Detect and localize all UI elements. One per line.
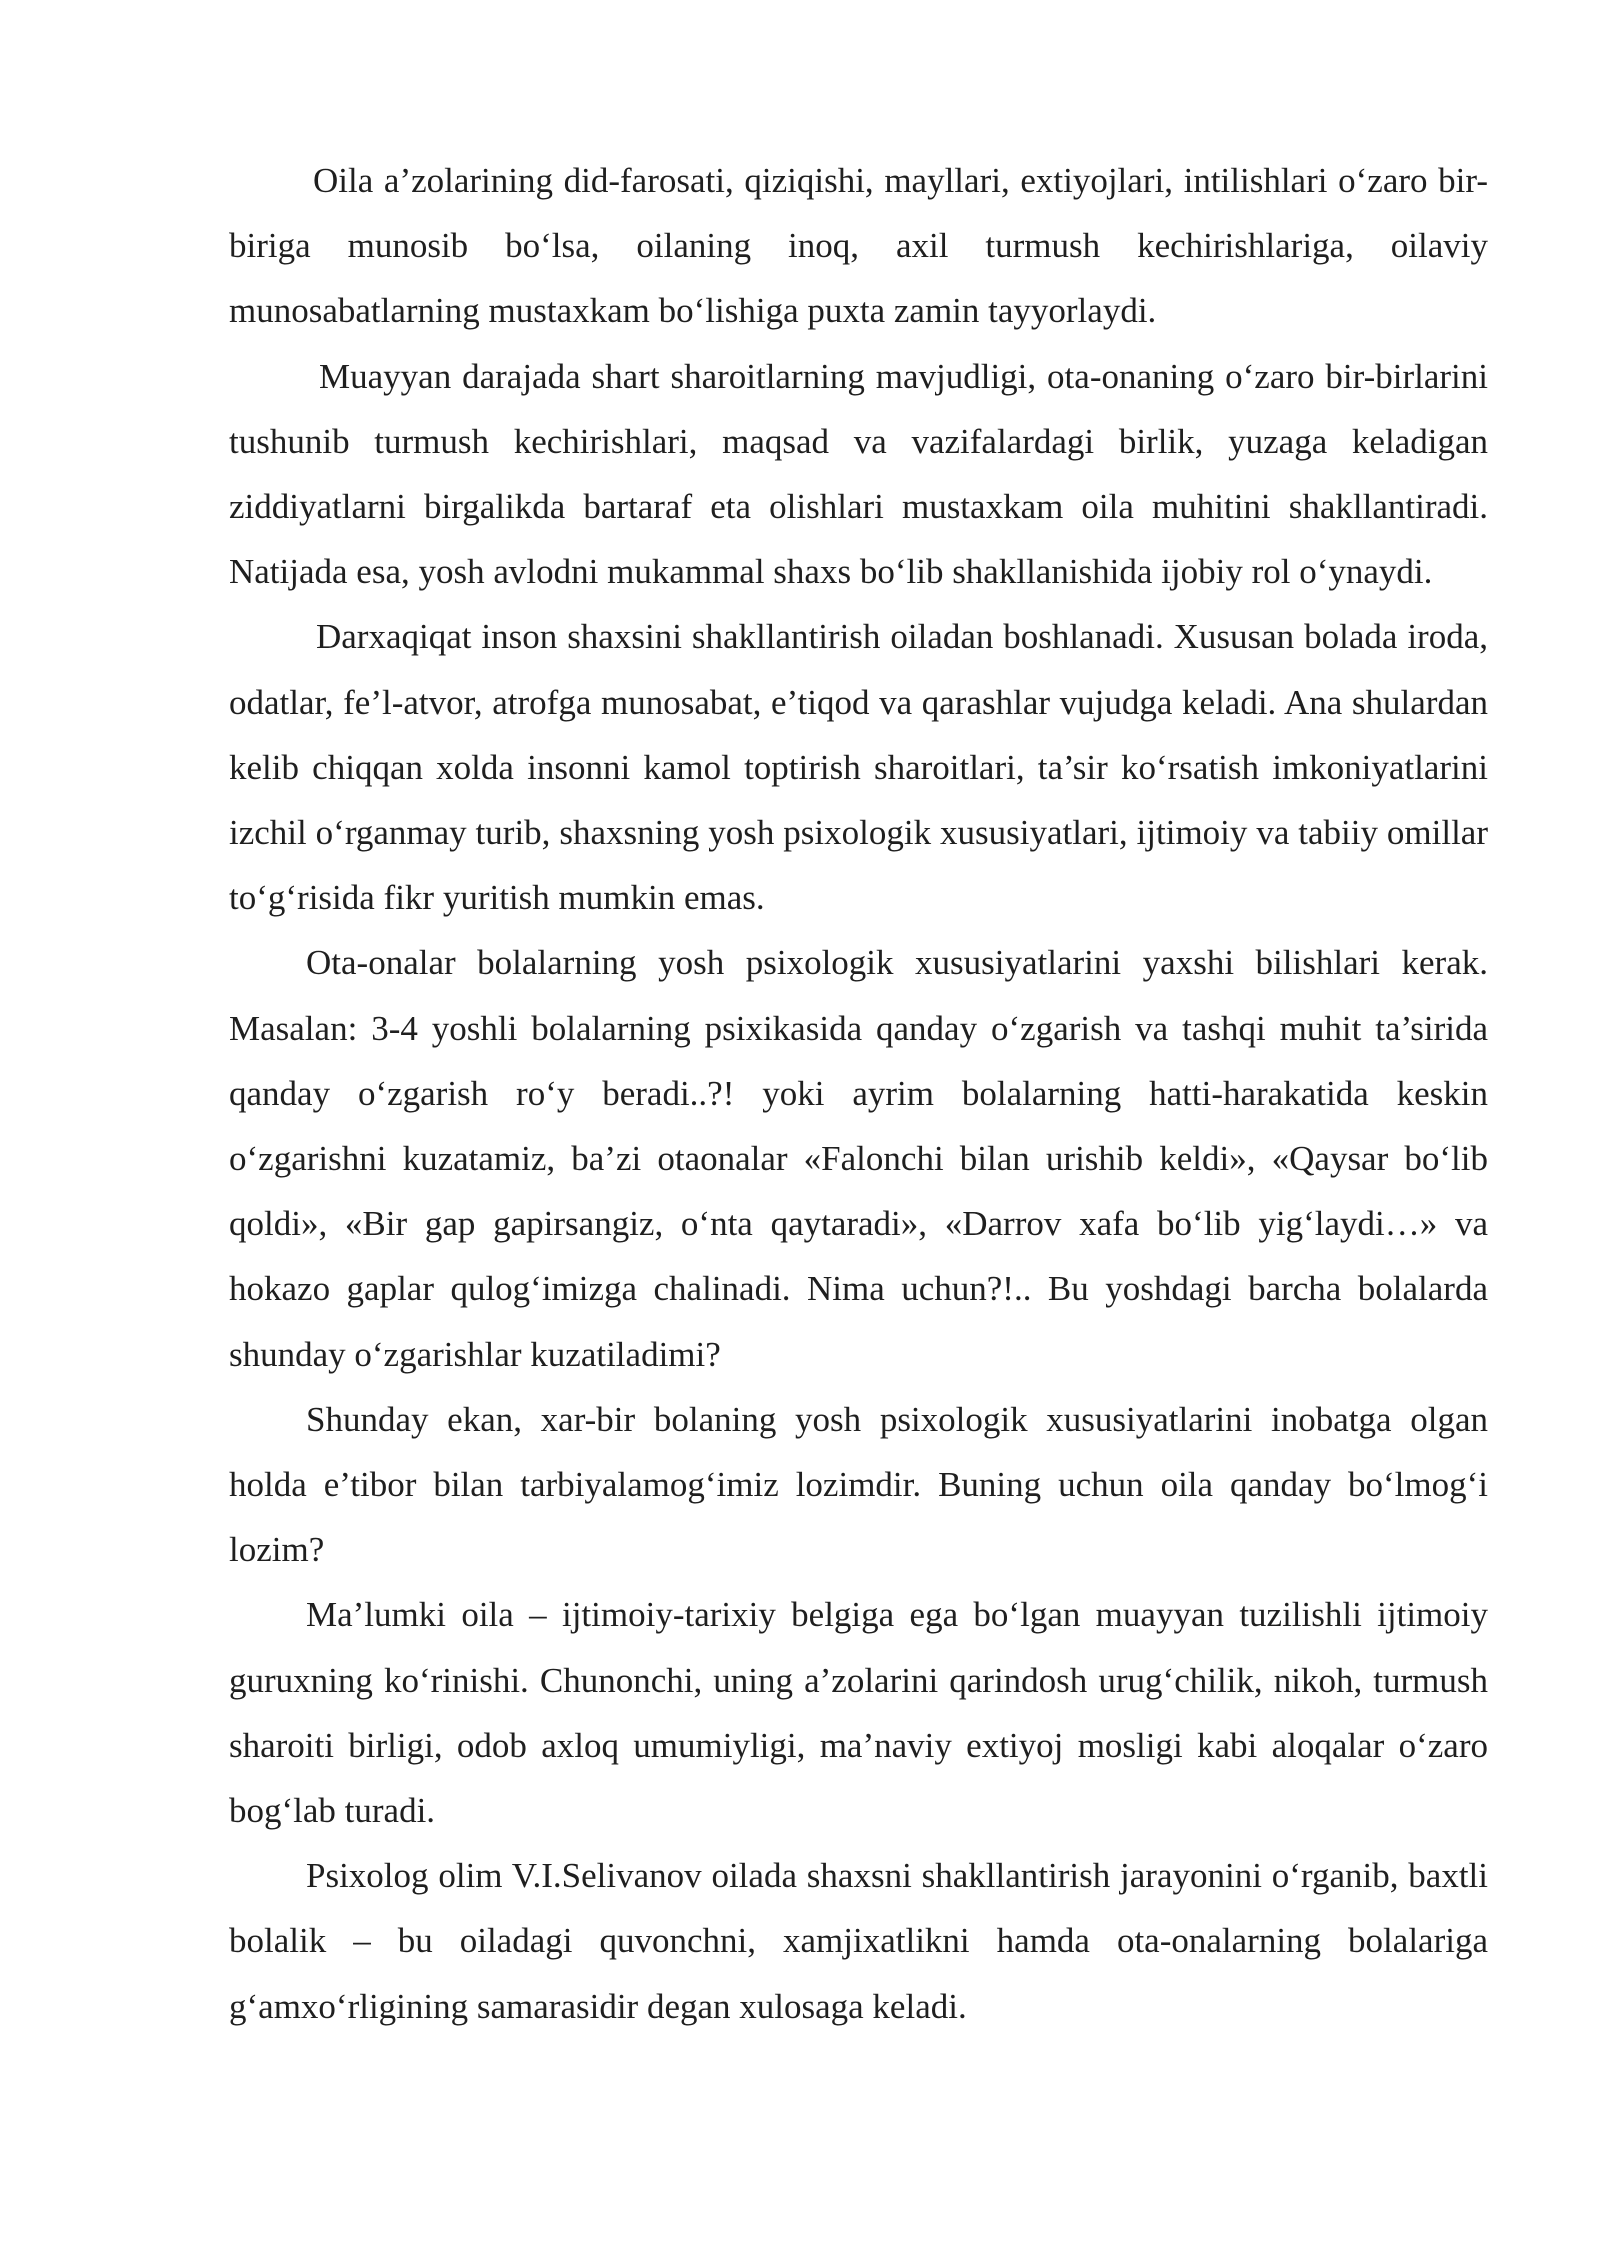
paragraph-upbringing: Shunday ekan, xar-bir bolaning yosh psixologik xususiyatlarini inobatga olgan holda e’tibor bilan tarbiyalamog‘imiz lozimdir. Buning uchun oila qanday bo‘lmog‘i lozim? (229, 1399, 1488, 1570)
paragraph-family-harmony: Oila a’zolarining did-farosati, qiziqishi, mayllari, extiyojlari, intilishlari o‘zaro bir-biriga munosib bo‘lsa, oilaning inoq, axil turmush kechirishlariga, oilaviy munosabatlarning mustaxkam bo‘lishiga puxta zamin tayyorlaydi. (229, 161, 1488, 331)
document-page (229, 148, 1488, 2039)
paragraph-child-psychology: Ota-onalar bolalarning yosh psixologik xususiyatlarini yaxshi bilishlari kerak. Masalan: 3-4 yoshli bolalarning psixikasida qanday o‘zgarish va tashqi muhit ta’sirida qanday o‘zgarish ro‘y beradi..?! yoki ayrim bolalarning hatti-harakatida keskin o‘zgarishni kuzatamiz, ba’zi otaonalar «Falonchi bilan urishib keldi», «Qaysar bo‘lib qoldi», «Bir gap gapirsangiz, o‘nta qaytaradi», «Darrov xafa bo‘lib yig‘laydi…» va hokazo gaplar qulog‘imizga chalinadi. Nima uchun?!.. Bu yoshdagi barcha bolalarda shunday o‘zgarishlar kuzatiladimi? (229, 943, 1488, 1374)
paragraph-personality-formation: Darxaqiqat inson shaxsini shakllantirish oiladan boshlanadi. Xususan bolada iroda, odatlar, fe’l-atvor, atrofga munosabat, e’tiqod va qarashlar vujudga keladi. Ana shulardan kelib chiqqan xolda insonni kamol toptirish sharoitlari, ta’sir ko‘rsatish imkoniyatlarini izchil o‘rganmay turib, shaxsning yosh psixologik xususiyatlari, ijtimoiy va tabiiy omillar to‘g‘risida fikr yuritish mumkin emas. (229, 617, 1488, 918)
paragraph-family-environment: Muayyan darajada shart sharoitlarning mavjudligi, ota-onaning o‘zaro bir-birlarini tushunib turmush kechirishlari, maqsad va vazifalardagi birlik, yuzaga keladigan ziddiyatlarni birgalikda bartaraf eta olishlari mustaxkam oila muhitini shakllantiradi. Natijada esa, yosh avlodni mukammal shaxs bo‘lib shakllanishida ijobiy rol o‘ynaydi. (229, 356, 1488, 592)
paragraph-selivanov: Psixolog olim V.I.Selivanov oilada shaxsni shakllantirish jarayonini o‘rganib, baxtli bolalik – bu oiladagi quvonchni, xamjixatlikni hamda ota-onalarning bolalariga g‘amxo‘rligining samarasidir degan xulosaga keladi. (229, 1856, 1488, 2026)
paragraph-family-definition: Ma’lumki oila – ijtimoiy-tarixiy belgiga ega bo‘lgan muayyan tuzilishli ijtimoiy guruxning ko‘rinishi. Chunonchi, uning a’zolarini qarindosh urug‘chilik, nikoh, turmush sharoiti birligi, odob axloq umumiyligi, ma’naviy extiyoj mosligi kabi aloqalar o‘zaro bog‘lab turadi. (229, 1595, 1488, 1831)
